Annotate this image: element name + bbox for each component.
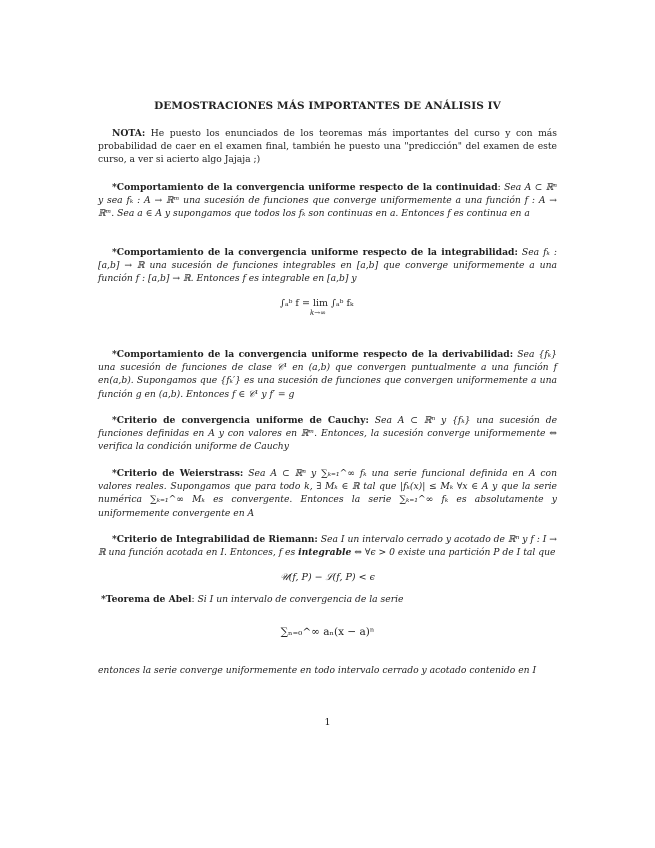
page-number: 1 <box>324 717 331 728</box>
theorem-heading: *Comportamiento de la convergencia uniforme respecto de la continuidad <box>112 182 498 193</box>
theorem-heading: *Criterio de Integrabilidad de Riemann: <box>112 534 318 545</box>
theorem-continuity: *Comportamiento de la convergencia uniforme respecto de la continuidad: Sea A ⊂ ℝⁿ y sea fₖ : A → ℝᵐ una sucesión de funciones que converge uniformemente a una función f : A → ℝᵐ. Sea a ∈ A y supongamos que todos los fₖ son continuas en a. Entonces f es continua en a <box>98 182 557 220</box>
note-text: He puesto los enunciados de los teoremas más importantes del curso y con más probabilidad de caer en el examen final, también he puesto una "predicción" del examen de este curso, a ver si acierto algo Jajaja ;) <box>98 128 557 166</box>
theorem-heading: *Comportamiento de la convergencia uniforme respecto de la derivabilidad: <box>112 349 514 360</box>
theorem-body: Sea A ⊂ ℝⁿ y ∑ₖ₌₁^∞ fₖ una serie funcional definida en A con valores reales. Supongamos que para todo k, ∃ Mₖ ∈ ℝ tal que |fₖ(x)| ≤ Mₖ ∀x ∈ A y que la serie numérica ∑ₖ₌₁^∞ Mₖ es convergente. Entonces la serie ∑ₖ₌₁^∞ fₖ es absolutamente y uniformemente convergente en A <box>98 468 558 519</box>
theorem-heading: *Criterio de Weierstrass: <box>112 468 244 479</box>
page-title: DEMOSTRACIONES MÁS IMPORTANTES DE ANÁLISIS IV <box>154 100 501 112</box>
theorem-body: Si I un intervalo de convergencia de la serie <box>197 594 404 605</box>
theorem-heading: *Teorema de Abel <box>101 594 192 605</box>
theorem-riemann: *Criterio de Integrabilidad de Riemann: Sea I un intervalo cerrado y acotado de ℝⁿ y f : I → ℝ una función acotada en I. Entonces, f es integrable ⇔ ∀ϵ > 0 existe una partición P de I tal que <box>98 534 557 559</box>
theorem-heading: *Criterio de convergencia uniforme de Cauchy: <box>112 415 369 426</box>
theorem-abel: *Teorema de Abel: Si I un intervalo de convergencia de la serie <box>101 594 404 605</box>
theorem-integrability <box>98 246 557 286</box>
theorem-body: Sea A ⊂ ℝⁿ y {fₖ} una sucesión de funciones definidas en A y con valores en ℝᵐ. Entonces, la sucesión converge uniformemente ⇔ verifica la condición uniforme de Cauchy <box>98 415 558 453</box>
theorem-body: Sea A ⊂ ℝⁿ y sea fₖ : A → ℝᵐ una sucesión de funciones que converge uniformemente a una función f : A → ℝᵐ. Sea a ∈ A y supongamos que todos los fₖ son continuas en a. Entonces f es continua en a <box>98 182 557 220</box>
theorem-body: Sea {fₖ} una sucesión de funciones de clase 𝒞¹ en (a,b) que convergen puntualmente a una función f en(a,b). Supongamos que {fₖ′} es una sucesión de funciones que convergen uniformemente a una función g en (a,b). Entonces f ∈ 𝒞¹ y f′ = g <box>98 349 557 400</box>
integral-formula: ∫ₐᵇ f = lim ∫ₐᵇ fₖ k→∞ <box>280 298 354 317</box>
theorem-heading: *Comportamiento de la convergencia uniforme respecto de la integrabilidad: <box>112 247 518 258</box>
theorem-body: Sea fₖ : [a,b] → ℝ una sucesión de funciones integrables en [a,b] que converge uniformemente a una función f : [a,b] → ℝ. Entonces f es integrable en [a,b] y <box>98 247 557 285</box>
closing-sentence: entonces la serie converge uniformemente en todo intervalo cerrado y acotado contenido en I <box>98 665 537 676</box>
note-label: NOTA: <box>112 128 146 139</box>
theorem-cauchy <box>98 414 557 454</box>
theorem-weierstrass <box>98 467 557 520</box>
riemann-formula: 𝒰(f, P) − ℒ(f, P) < ϵ <box>280 572 375 583</box>
theorem-derivability <box>98 348 557 401</box>
abel-series-formula: ∑ₙ₌₀^∞ aₙ(x − a)ⁿ <box>280 626 375 638</box>
note-paragraph <box>98 127 557 167</box>
